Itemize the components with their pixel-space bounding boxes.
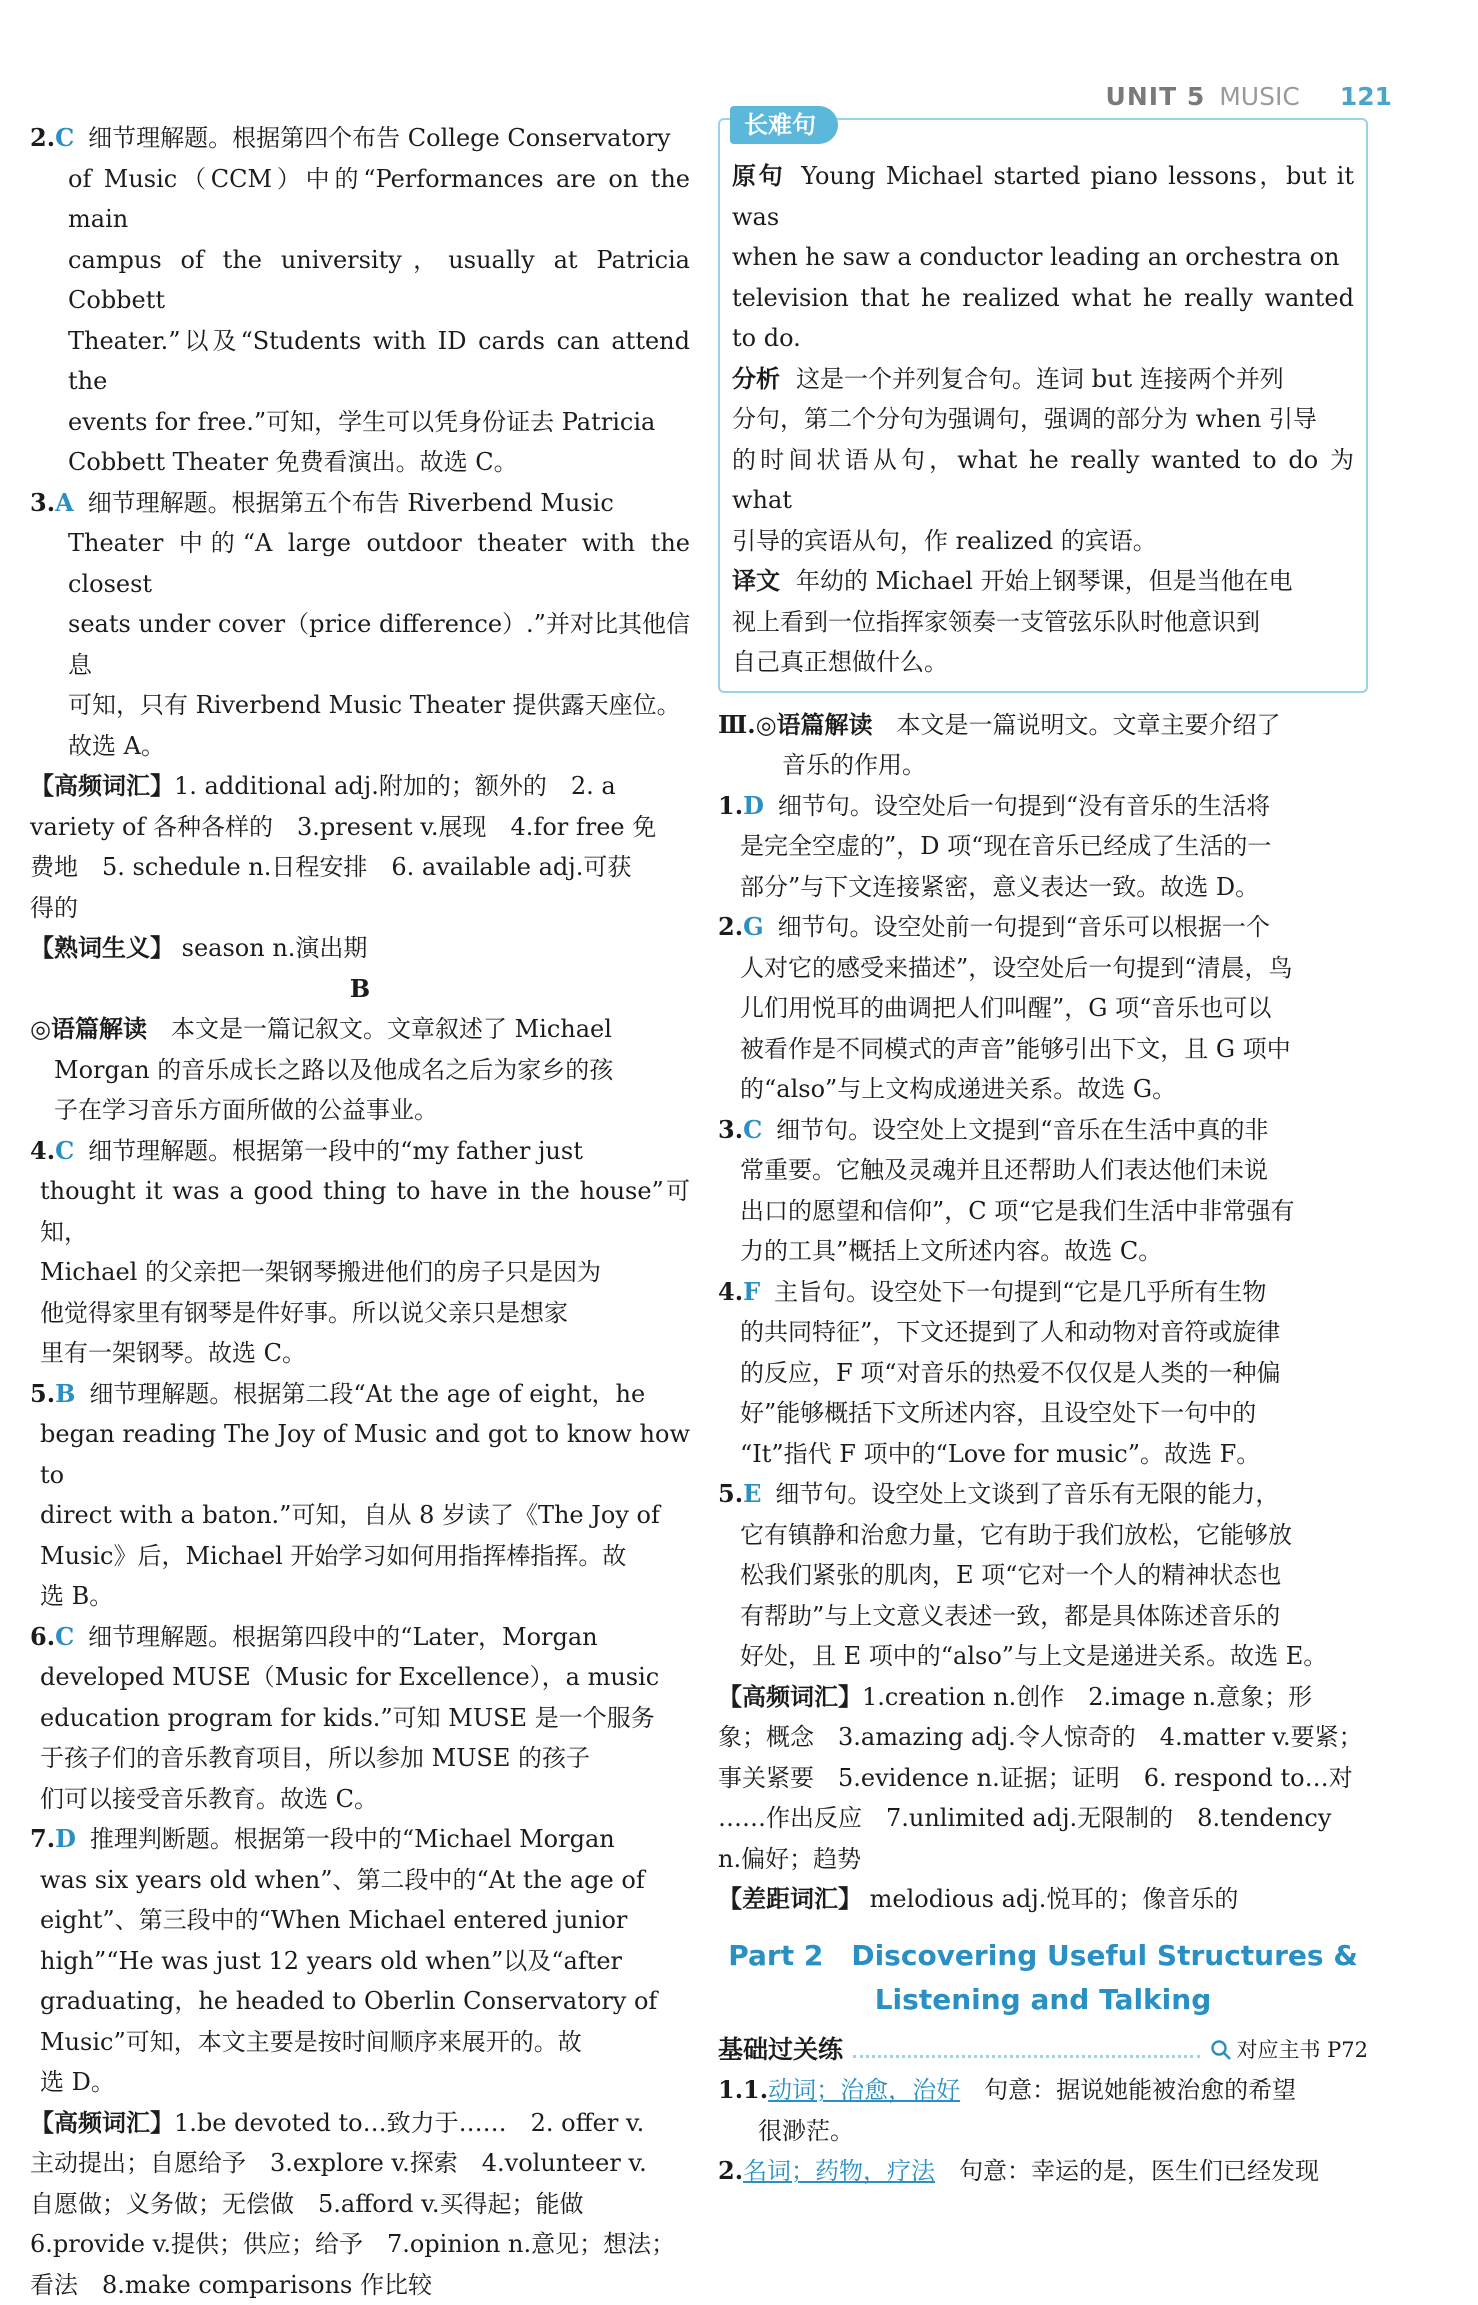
text-line: 出口的愿望和信仰”，C 项“它是我们生活中非常强有 — [740, 1191, 1368, 1232]
answer-item-r4 — [718, 1272, 1368, 1313]
text-line: Theater.”以及“Students with ID cards can attend the — [68, 321, 690, 402]
text-line: 好处，且 E 项中的“also”与上文是递进关系。故选 E。 — [740, 1636, 1368, 1677]
long-sentence-box — [718, 118, 1368, 693]
text-line: 6.provide v.提供；供应；给予 7.opinion n.意见；想法； — [30, 2224, 690, 2265]
item-continuation — [30, 1414, 690, 1617]
answer-letter: C — [55, 1131, 74, 1172]
item-continuation — [30, 1860, 690, 2103]
item-continuation — [718, 1515, 1368, 1677]
text-line: 可知，只有 Riverbend Music Theater 提供露天座位。 — [68, 685, 690, 726]
text-line: season n.演出期 — [182, 934, 368, 962]
text-line: 常重要。它触及灵魂并且还帮助人们表达他们未说 — [740, 1150, 1368, 1191]
text-line: 儿们用悦耳的曲调把人们叫醒”，G 项“音乐也可以 — [740, 988, 1368, 1029]
item-continuation — [718, 826, 1368, 907]
text-line: 看法 8.make comparisons 作比较 — [30, 2265, 690, 2305]
answer-letter: G — [743, 907, 764, 948]
text-line: 推理判断题。根据第一段中的“Michael Morgan — [90, 1819, 690, 1860]
fill-answer: 名词；药物，疗法 — [743, 2157, 935, 2185]
text-line: 1. additional adj.附加的；额外的 2. a — [174, 772, 616, 800]
text-line: 们可以接受音乐教育。故选 C。 — [40, 1779, 690, 1820]
text-line: seats under cover（price difference）.”并对比其他信息 — [68, 604, 690, 685]
item-number: 7. — [30, 1819, 55, 1860]
text-line: 的共同特征”，下文还提到了人和动物对音符或旋律 — [740, 1312, 1368, 1353]
text-line: Morgan 的音乐成长之路以及他成名之后为家乡的孩 — [30, 1050, 690, 1091]
text-line: 的时间状语从句，what he really wanted to do 为 what — [732, 440, 1354, 521]
item-number: 4. — [30, 1131, 55, 1172]
magnifier-icon — [1210, 2039, 1232, 2061]
answer-letter: E — [743, 1474, 761, 1515]
text-line: 自己真正想做什么。 — [732, 642, 1354, 683]
answer-letter: B — [55, 1374, 75, 1415]
text-line: 1.be devoted to…致力于…… 2. offer v. — [174, 2109, 644, 2137]
vocab-label: 【熟词生义】 — [30, 933, 174, 962]
text-line: 事关紧要 5.evidence n.证据；证明 6. respond to…对 — [718, 1758, 1368, 1799]
text-line: 里有一架钢琴。故选 C。 — [40, 1333, 690, 1374]
vocab-label: 【高频词汇】 — [30, 771, 174, 800]
text-line: 细节句。设空处前一句提到“音乐可以根据一个 — [778, 907, 1368, 948]
item-number: 6. — [30, 1617, 55, 1658]
answer-letter: C — [743, 1110, 762, 1151]
answer-letter: C — [55, 118, 74, 159]
text-line: thought it was a good thing to have in the house”可知， — [40, 1171, 690, 1252]
basic-practice-title: 基础过关练 — [718, 2030, 843, 2071]
page-number: 121 — [1340, 82, 1392, 111]
text-line: n.偏好；趋势 — [718, 1839, 1368, 1880]
answer-item-4 — [30, 1131, 690, 1172]
answer-item-2 — [30, 118, 690, 159]
text-line: 被看作是不同模式的声音”能够引出下文，且 G 项中 — [740, 1029, 1368, 1070]
item-number: 5. — [30, 1374, 55, 1415]
text-line: 得的 — [30, 888, 690, 929]
vocab-label: 【高频词汇】 — [30, 2108, 174, 2137]
text-line: 本文是一篇说明文。文章主要介绍了 — [897, 711, 1281, 739]
text-line: 子在学习音乐方面所做的公益事业。 — [30, 1090, 690, 1131]
text-line: 1.creation n.创作 2.image n.意象；形 — [862, 1683, 1312, 1711]
text-line: 部分”与下文连接紧密，意义表达一致。故选 D。 — [740, 867, 1368, 908]
fill-answer: 动词；治愈，治好 — [768, 2076, 960, 2104]
item-continuation — [718, 1150, 1368, 1272]
item-number: 1. — [718, 786, 743, 827]
text-line: 主动提出；自愿给予 3.explore v.探索 4.volunteer v. — [30, 2143, 690, 2184]
text-line: 的反应，F 项“对音乐的热爱不仅仅是人类的一种偏 — [740, 1353, 1368, 1394]
part-title — [718, 1934, 1368, 2022]
text-line: Cobbett Theater 免费看演出。故选 C。 — [68, 442, 690, 483]
answer-letter: D — [743, 786, 764, 827]
item-number: 2. — [718, 2156, 743, 2185]
part-title-line: Listening and Talking — [718, 1978, 1368, 2022]
text-line: was six years old when”、第二段中的“At the age of — [40, 1860, 690, 1901]
text-line: 细节句。设空处后一句提到“没有音乐的生活将 — [778, 786, 1368, 827]
text-line: 主旨句。设空处下一句提到“它是几乎所有生物 — [774, 1272, 1368, 1313]
answer-item-r1 — [718, 786, 1368, 827]
section-heading: B — [30, 969, 690, 1010]
text-line: 故选 A。 — [68, 726, 690, 767]
item-continuation — [30, 523, 690, 766]
text-line: Music》后，Michael 开始学习如何用指挥棒指挥。故 — [40, 1536, 690, 1577]
answer-letter: D — [55, 1819, 76, 1860]
original-label: 原句 — [732, 161, 785, 190]
reading-summary — [30, 1009, 690, 1131]
item-number: 2. — [30, 118, 55, 159]
answer-item-r3 — [718, 1110, 1368, 1151]
text-line: Theater 中的“A large outdoor theater with the closest — [68, 523, 690, 604]
text-line: when he saw a conductor leading an orchestra on — [732, 237, 1354, 278]
text-line: 他觉得家里有钢琴是件好事。所以说父亲只是想家 — [40, 1293, 690, 1334]
answer-letter: F — [743, 1272, 760, 1313]
left-column — [30, 118, 690, 2305]
translation-label: 译文 — [732, 566, 780, 595]
text-line: 分句，第二个分句为强调句，强调的部分为 when 引导 — [732, 399, 1354, 440]
text-line: 句意：幸运的是，医生们已经发现 — [959, 2157, 1319, 2185]
text-line: ……作出反应 7.unlimited adj.无限制的 8.tendency — [718, 1798, 1368, 1839]
text-line: 细节理解题。根据第四段中的“Later，Morgan — [88, 1617, 690, 1658]
text-line: 句意：据说她能被治愈的希望 — [984, 2076, 1296, 2104]
main-book-reference — [1210, 2030, 1368, 2071]
item-number: 3. — [718, 1110, 743, 1151]
text-line: 费地 5. schedule n.日程安排 6. available adj.可获 — [30, 847, 690, 888]
answer-item-r5 — [718, 1474, 1368, 1515]
dotted-divider — [853, 2041, 1200, 2058]
text-line: melodious adj.悦耳的；像音乐的 — [870, 1885, 1239, 1913]
text-line: television that he realized what he really wanted to do. — [732, 278, 1354, 359]
text-line: 视上看到一位指挥家领奏一支管弦乐队时他意识到 — [732, 602, 1354, 643]
item-continuation — [718, 1312, 1368, 1474]
page-header — [1106, 76, 1392, 116]
text-line: 细节理解题。根据第二段“At the age of eight，he — [89, 1374, 690, 1415]
text-line: 力的工具”概括上文所述内容。故选 C。 — [740, 1231, 1368, 1272]
text-line: 年幼的 Michael 开始上钢琴课，但是当他在电 — [796, 567, 1293, 595]
text-line: 好”能够概括下文所述内容，且设空处下一句中的 — [740, 1393, 1368, 1434]
item-number: 1.1. — [718, 2075, 768, 2104]
text-line: 很渺茫。 — [718, 2111, 1368, 2152]
text-line: began reading The Joy of Music and got to know how to — [40, 1414, 690, 1495]
answer-item-7 — [30, 1819, 690, 1860]
answer-item-6 — [30, 1617, 690, 1658]
text-line: developed MUSE（Music for Excellence），a music — [40, 1657, 690, 1698]
text-line: 选 D。 — [40, 2062, 690, 2103]
basic-item-2 — [718, 2151, 1368, 2192]
text-line: education program for kids.”可知 MUSE 是一个服务 — [40, 1698, 690, 1739]
reference-text: 对应主书 P72 — [1236, 2030, 1368, 2071]
long-sentence-title: 长难句 — [730, 106, 838, 144]
item-continuation — [30, 1171, 690, 1374]
text-line: events for free.”可知，学生可以凭身份证去 Patricia — [68, 402, 690, 443]
vocab-label: 【高频词汇】 — [718, 1682, 862, 1711]
text-line: 音乐的作用。 — [718, 745, 1368, 786]
item-number: 5. — [718, 1474, 743, 1515]
text-line: Michael 的父亲把一架钢琴搬进他们的房子只是因为 — [40, 1252, 690, 1293]
text-line: 细节理解题。根据第四个布告 College Conservatory — [88, 118, 690, 159]
text-line: campus of the university，usually at Patricia Cobbett — [68, 240, 690, 321]
text-line: direct with a baton.”可知，自从 8 岁读了《The Joy of — [40, 1495, 690, 1536]
item-number: 3. — [30, 483, 55, 524]
text-line: 自愿做；义务做；无偿做 5.afford v.买得起；能做 — [30, 2184, 690, 2225]
unit-label: UNIT 5 — [1106, 82, 1206, 111]
text-line: 于孩子们的音乐教育项目，所以参加 MUSE 的孩子 — [40, 1738, 690, 1779]
vocab-block — [30, 928, 690, 969]
text-line: 细节理解题。根据第一段中的“my father just — [88, 1131, 690, 1172]
answer-letter: A — [55, 483, 74, 524]
vocab-block — [718, 1677, 1368, 1880]
text-line: 细节句。设空处上文提到“音乐在生活中真的非 — [776, 1110, 1368, 1151]
text-line: 细节句。设空处上文谈到了音乐有无限的能力， — [775, 1474, 1368, 1515]
vocab-label: 【差距词汇】 — [718, 1884, 862, 1913]
answer-item-3 — [30, 483, 690, 524]
vocab-block — [718, 1879, 1368, 1920]
item-continuation — [30, 1657, 690, 1819]
text-line: 选 B。 — [40, 1576, 690, 1617]
item-continuation — [718, 948, 1368, 1110]
answer-item-5 — [30, 1374, 690, 1415]
item-text — [88, 118, 690, 159]
text-line: of Music（CCM）中的“Performances are on the main — [68, 159, 690, 240]
item-number: 4. — [718, 1272, 743, 1313]
text-line: 人对它的感受来描述”，设空处后一句提到“清晨，鸟 — [740, 948, 1368, 989]
part-title-line: Part 2 Discovering Useful Structures & — [718, 1934, 1368, 1978]
item-continuation — [30, 159, 690, 483]
text-line: 有帮助”与上文意义表述一致，都是具体陈述音乐的 — [740, 1596, 1368, 1637]
text-line: variety of 各种各样的 3.present v.展现 4.for free 免 — [30, 807, 690, 848]
text-line: “It”指代 F 项中的“Love for music”。故选 F。 — [740, 1434, 1368, 1475]
basic-practice-header — [718, 2030, 1368, 2071]
text-line: 本文是一篇记叙文。文章叙述了 Michael — [171, 1015, 612, 1043]
vocab-block — [30, 766, 690, 928]
reading-summary — [718, 705, 1368, 786]
text-line: graduating，he headed to Oberlin Conservatory of — [40, 1981, 690, 2022]
right-column — [718, 118, 1368, 2192]
text-line: high”“He was just 12 years old when”以及“after — [40, 1941, 690, 1982]
answer-letter: C — [55, 1617, 74, 1658]
answer-item-r2 — [718, 907, 1368, 948]
vocab-block — [30, 2103, 690, 2305]
text-line: Music”可知，本文主要是按时间顺序来展开的。故 — [40, 2022, 690, 2063]
text-line: 的“also”与上文构成递进关系。故选 G。 — [740, 1069, 1368, 1110]
summary-label: ◎语篇解读 — [30, 1014, 147, 1043]
basic-item-1 — [718, 2070, 1368, 2111]
text-line: eight”、第三段中的“When Michael entered junior — [40, 1900, 690, 1941]
subject-label: MUSIC — [1219, 82, 1300, 111]
text-line: 细节理解题。根据第五个布告 Riverbend Music — [88, 483, 690, 524]
analysis-label: 分析 — [732, 364, 780, 393]
text-line: 是完全空虚的”，D 项“现在音乐已经成了生活的一 — [740, 826, 1368, 867]
text-line: 它有镇静和治愈力量，它有助于我们放松，它能够放 — [740, 1515, 1368, 1556]
item-number: 2. — [718, 907, 743, 948]
summary-label: Ⅲ.◎语篇解读 — [718, 710, 873, 739]
text-line: 象；概念 3.amazing adj.令人惊奇的 4.matter v.要紧； — [718, 1717, 1368, 1758]
text-line: 这是一个并列复合句。连词 but 连接两个并列 — [796, 365, 1284, 393]
text-line: 引导的宾语从句，作 realized 的宾语。 — [732, 521, 1354, 562]
text-line: 松我们紧张的肌肉，E 项“它对一个人的精神状态也 — [740, 1555, 1368, 1596]
text-line: Young Michael started piano lessons，but it was — [732, 162, 1354, 231]
